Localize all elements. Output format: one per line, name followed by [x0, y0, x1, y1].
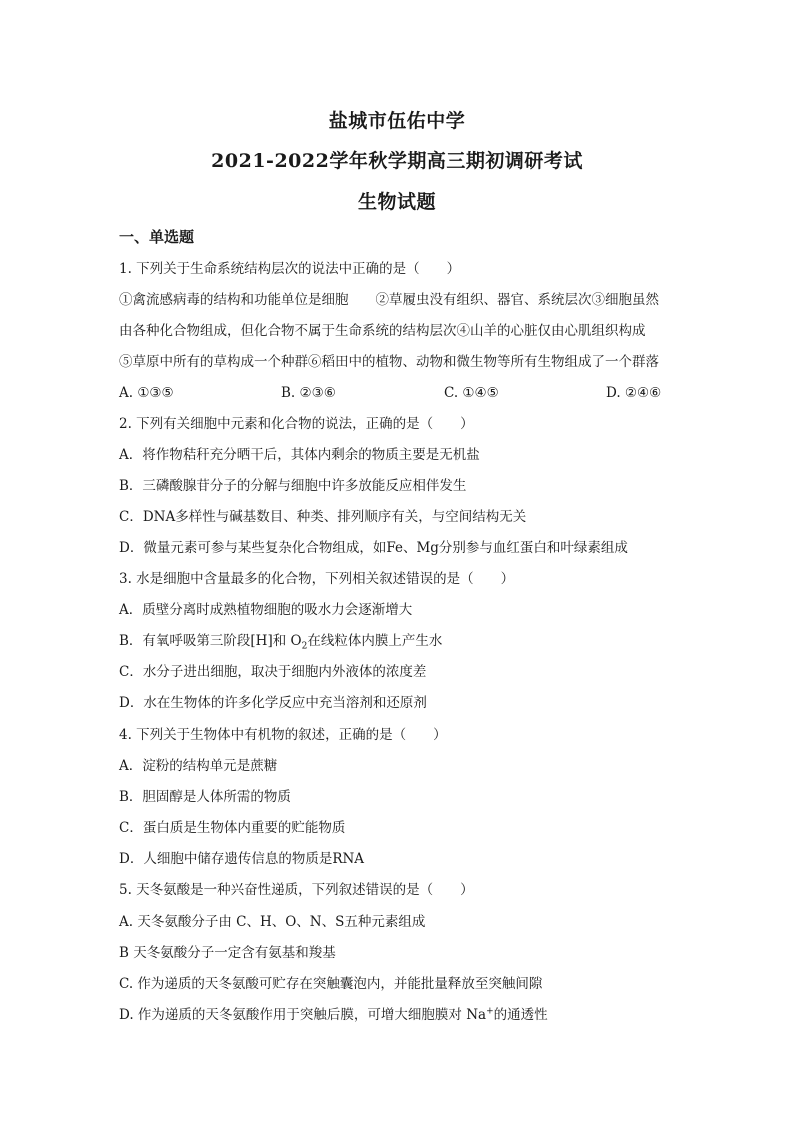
- school-name: 盐城市伍佑中学: [328, 110, 466, 132]
- question-3-option-a: A．质壁分离时成熟植物细胞的吸水力会逐渐增大: [119, 602, 413, 618]
- question-1-option-b: B. ②③⑥: [281, 385, 336, 401]
- question-1-statement-line-2: 由各种化合物组成，但化合物不属于生命系统的结构层次④山羊的心脏仅由心肌组织构成: [119, 323, 646, 339]
- oxygen-subscript: 2: [301, 641, 308, 652]
- question-5-stem: 5. 天冬氨酸是一种兴奋性递质，下列叙述错误的是（ ）: [119, 882, 474, 898]
- question-3-option-b-text: B．有氧呼吸第三阶段[H]和 O: [119, 633, 302, 649]
- sodium-ion-superscript: +: [486, 1006, 494, 1017]
- question-3-option-d: D．水在生物体的许多化学反应中充当溶剂和还原剂: [119, 695, 427, 711]
- question-1-statement-line-1: ①禽流感病毒的结构和功能单位是细胞 ②草履虫没有组织、器官、系统层次③细胞虽然: [119, 292, 659, 308]
- question-5-option-c: C. 作为递质的天冬氨酸可贮存在突触囊泡内，并能批量释放至突触间隙: [119, 976, 543, 992]
- question-2-option-a: A．将作物秸秆充分晒干后，其体内剩余的物质主要是无机盐: [119, 447, 480, 463]
- exam-title: 2021-2022学年秋学期高三期初调研考试: [211, 150, 583, 172]
- question-5-option-b: B 天冬氨酸分子一定含有氨基和羧基: [119, 945, 336, 961]
- question-5-option-d-text: D. 作为递质的天冬氨酸作用于突触后膜，可增大细胞膜对 Na: [119, 1007, 487, 1023]
- question-2-option-c: C．DNA多样性与碱基数目、种类、排列顺序有关，与空间结构无关: [119, 509, 527, 525]
- question-1-option-d: D. ②④⑥: [606, 385, 662, 401]
- question-1-option-a: A. ①③⑤: [119, 385, 174, 401]
- question-5-option-d-text-end: 的通透性: [493, 1007, 548, 1023]
- question-1-statement-line-3: ⑤草原中所有的草构成一个种群⑥稻田中的植物、动物和微生物等所有生物组成了一个群落: [119, 354, 659, 370]
- section-heading: 一、单选题: [119, 228, 195, 246]
- question-3-option-c: C．水分子进出细胞，取决于细胞内外液体的浓度差: [119, 664, 427, 680]
- question-2-option-d: D．微量元素可参与某些复杂化合物组成，如Fe、Mg分别参与血红蛋白和叶绿素组成: [119, 540, 628, 556]
- question-5-option-d: [119, 1006, 548, 1024]
- question-3-option-b: [119, 632, 442, 650]
- question-4-option-d: D．人细胞中储存遗传信息的物质是RNA: [119, 851, 365, 867]
- question-3-stem: 3. 水是细胞中含量最多的化合物，下列相关叙述错误的是（ ）: [119, 571, 515, 587]
- question-4-option-c: C．蛋白质是生物体内重要的贮能物质: [119, 820, 346, 836]
- question-2-stem: 2. 下列有关细胞中元素和化合物的说法，正确的是（ ）: [119, 416, 474, 432]
- question-3-option-b-text-end: 在线粒体内膜上产生水: [307, 633, 443, 649]
- question-1-option-c: C. ①④⑤: [444, 385, 499, 401]
- question-1-stem: 1. 下列关于生命系统结构层次的说法中正确的是（ ）: [119, 261, 461, 277]
- subject-title: 生物试题: [357, 191, 436, 213]
- question-2-option-b: B．三磷酸腺苷分子的分解与细胞中许多放能反应相伴发生: [119, 478, 467, 494]
- question-5-option-a: A. 天冬氨酸分子由 C、H、O、N、S五种元素组成: [119, 914, 426, 930]
- question-4-stem: 4. 下列关于生物体中有机物的叙述，正确的是（ ）: [119, 727, 447, 743]
- question-4-option-b: B．胆固醇是人体所需的物质: [119, 789, 291, 805]
- question-4-option-a: A．淀粉的结构单元是蔗糖: [119, 758, 278, 774]
